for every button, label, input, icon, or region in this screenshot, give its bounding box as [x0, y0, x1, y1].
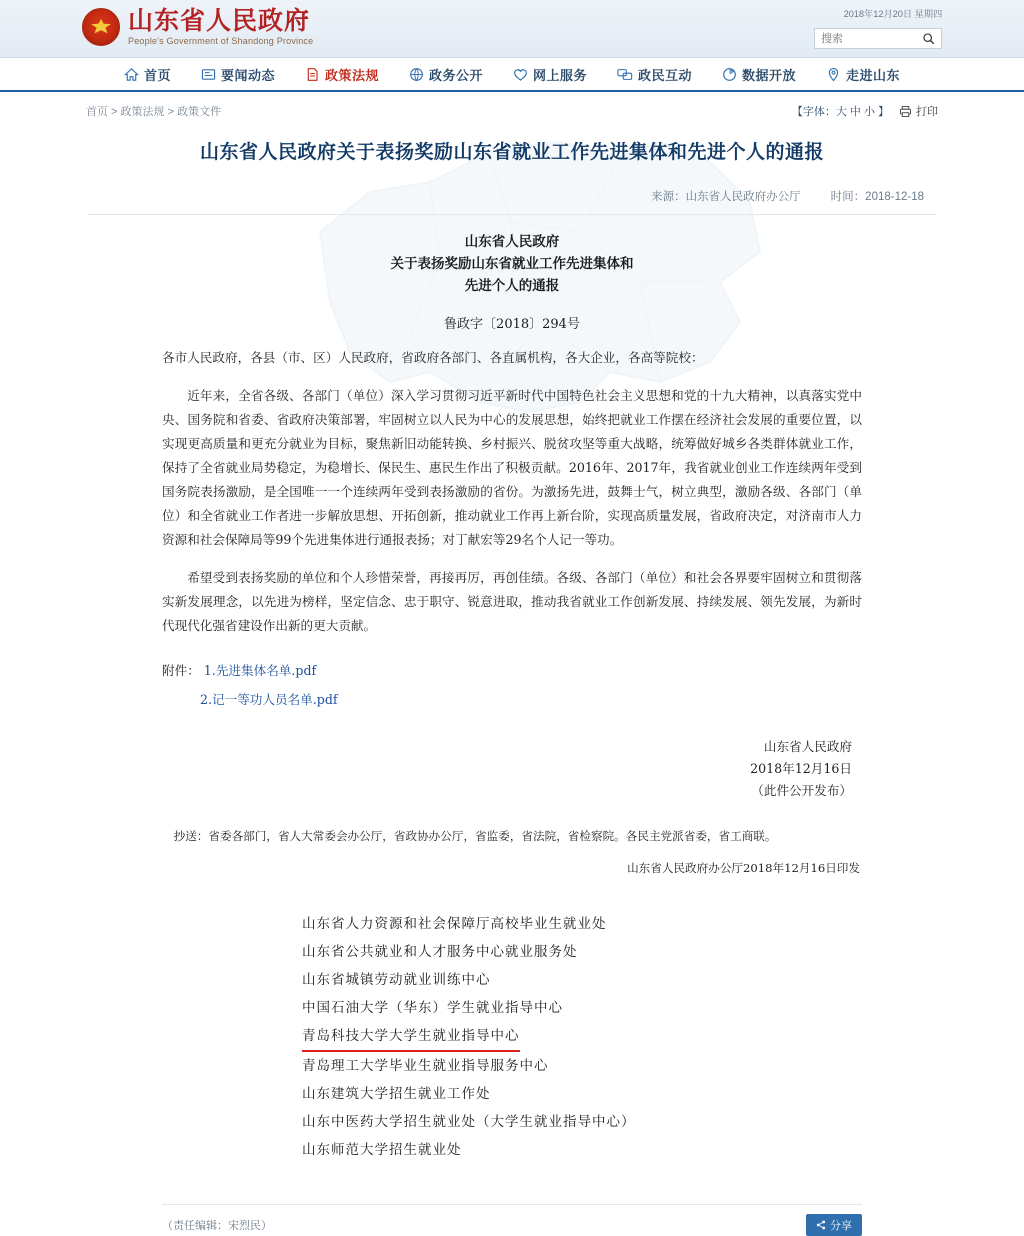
site-title-en: People's Government of Shandong Province: [128, 36, 314, 46]
news-icon: [201, 67, 216, 82]
print-label: 打印: [916, 106, 938, 118]
data-icon: [722, 67, 737, 82]
site-header: [0, 0, 1024, 58]
nav-label: 走进山东: [846, 67, 901, 83]
signoff-date: 2018年12月16日: [750, 761, 852, 776]
font-size-control[interactable]: 【字体：大 中 小 】: [791, 106, 889, 118]
nav-item-interaction[interactable]: [615, 62, 694, 87]
search-input[interactable]: [815, 29, 915, 48]
nav-item-news[interactable]: [199, 62, 277, 87]
nav-item-open-data[interactable]: [720, 62, 798, 87]
list-item: 山东中医药大学招生就业处（大学生就业指导中心）: [302, 1114, 636, 1130]
site-title-cn: 山东省人民政府: [128, 6, 311, 35]
signoff-issuer: 山东省人民政府: [763, 739, 852, 754]
list-item: 山东省人力资源和社会保障厅高校毕业生就业处: [302, 916, 607, 932]
doc-header-line: 山东省人民政府: [464, 234, 560, 250]
unit-list: [162, 910, 862, 1164]
current-date: 2018年12月20日 星期四: [843, 9, 942, 20]
nav-label: 首页: [143, 67, 171, 83]
open-gov-icon: [409, 67, 424, 82]
list-item: 青岛理工大学毕业生就业指导服务中心: [302, 1058, 549, 1074]
doc-source: 来源：山东省人民政府办公厅: [651, 191, 801, 203]
main-nav: [0, 58, 1024, 92]
page-body: [0, 92, 1024, 1232]
national-emblem-icon: [82, 8, 120, 46]
nav-item-visit-shandong[interactable]: [824, 62, 902, 87]
home-icon: [124, 67, 139, 82]
nav-label: 政民互动: [638, 67, 693, 83]
service-icon: [513, 67, 528, 82]
search-box[interactable]: [814, 28, 942, 49]
doc-header-line: 关于表扬奖励山东省就业工作先进集体和: [390, 256, 634, 272]
printer-line: 山东省人民政府办公厅2018年12月16日印发: [627, 861, 860, 875]
signoff-block: [162, 736, 862, 802]
editor-credit: （责任编辑：宋烈民）: [162, 1220, 272, 1232]
article-body: [162, 215, 862, 1164]
share-label: 分享: [830, 1220, 852, 1232]
location-icon: [826, 67, 841, 82]
list-item: 山东师范大学招生就业处: [302, 1142, 462, 1158]
nav-label: 网上服务: [533, 67, 588, 83]
document-icon: [305, 67, 320, 82]
signoff-note: （此件公开发布）: [751, 783, 852, 798]
nav-label: 要闻动态: [220, 67, 275, 83]
doc-header-line: 先进个人的通报: [464, 278, 560, 294]
site-logo[interactable]: [82, 7, 313, 47]
search-icon: [922, 32, 935, 45]
nav-item-open-gov[interactable]: [407, 62, 485, 87]
share-button[interactable]: [806, 1214, 862, 1236]
doc-time: 时间：2018-12-18: [830, 191, 924, 203]
printer-icon: [899, 105, 912, 118]
attachment-section: [162, 660, 862, 679]
nav-label: 政务公开: [428, 67, 483, 83]
attachment-label: 附件：: [162, 663, 200, 678]
nav-item-home[interactable]: [122, 62, 173, 87]
share-icon: [816, 1220, 826, 1230]
attachment-link-1[interactable]: 1.先进集体名单.pdf: [203, 663, 317, 678]
search-button[interactable]: [915, 29, 941, 48]
interaction-icon: [617, 67, 633, 82]
list-item-highlighted: 青岛科技大学大学生就业指导中心: [302, 1022, 520, 1052]
article-footer: [162, 1204, 862, 1236]
list-item: 山东建筑大学招生就业工作处: [302, 1086, 491, 1102]
paragraph-2: 希望受到表扬奖励的单位和个人珍惜荣誉，再接再厉，再创佳绩。各级、各部门（单位）和社会各界要牢固树立和贯彻落实新发展理念，以先进为榜样，坚定信念、忠于职守、锐意进取，推动我省就业工作创新发展、持续发展、领先发展，为新时代现代化强省建设作出新的更大贡献。: [162, 570, 862, 633]
paragraph-1: 近年来，全省各级、各部门（单位）深入学习贯彻习近平新时代中国特色社会主义思想和党的十九大精神，以真落实党中央、国务院和省委、省政府决策部署，牢固树立以人民为中心的发展思想，始终把就业工作摆在经济社会发展的重要位置，以实现更高质量和更充分就业为目标，聚焦新旧动能转换、乡村振兴、脱贫攻坚等重大战略，统筹做好城乡各类群体就业工作，保持了全省就业局势稳定，为稳增长、保民生、惠民生作出了积极贡献。2016年、2017年，我省就业创业工作连续两年受到国务院表扬激励，是全国唯一一个连续两年受到表扬激励的省份。为激扬先进，鼓舞士气，树立典型，激励各级、各部门（单位）和全省就业工作者进一步解放思想、开拓创新，推动就业工作再上新台阶，实现高质量发展，省政府决定，对济南市人力资源和社会保障局等99个先进集体进行通报表扬；对丁献宏等29名个人记一等功。: [162, 388, 862, 547]
document-number: 鲁政字〔2018〕294号: [444, 317, 580, 332]
page-title: 山东省人民政府关于表扬奖励山东省就业工作先进集体和先进个人的通报: [199, 141, 824, 163]
nav-label: 数据开放: [742, 67, 797, 83]
list-item: 中国石油大学（华东）学生就业指导中心: [302, 1000, 563, 1016]
nav-item-online-service[interactable]: [511, 62, 589, 87]
breadcrumb-text: 首页 > 政策法规 > 政策文件: [86, 106, 222, 118]
cc-line: 抄送：省委各部门，省人大常委会办公厅，省政协办公厅，省监委，省法院，省检察院。各民主党派省委，省工商联。: [173, 829, 777, 843]
list-item: 山东省城镇劳动就业训练中心: [302, 972, 491, 988]
breadcrumb[interactable]: [86, 103, 221, 119]
attachment-link-2[interactable]: 2.记一等功人员名单.pdf: [200, 692, 338, 707]
nav-item-policy[interactable]: [303, 62, 381, 87]
list-item: 山东省公共就业和人才服务中心就业服务处: [302, 944, 578, 960]
nav-label: 政策法规: [324, 67, 379, 83]
salutation: 各市人民政府，各县（市、区）人民政府，省政府各部门、各直属机构，各大企业，各高等院校：: [162, 350, 704, 365]
print-button[interactable]: [899, 103, 938, 119]
